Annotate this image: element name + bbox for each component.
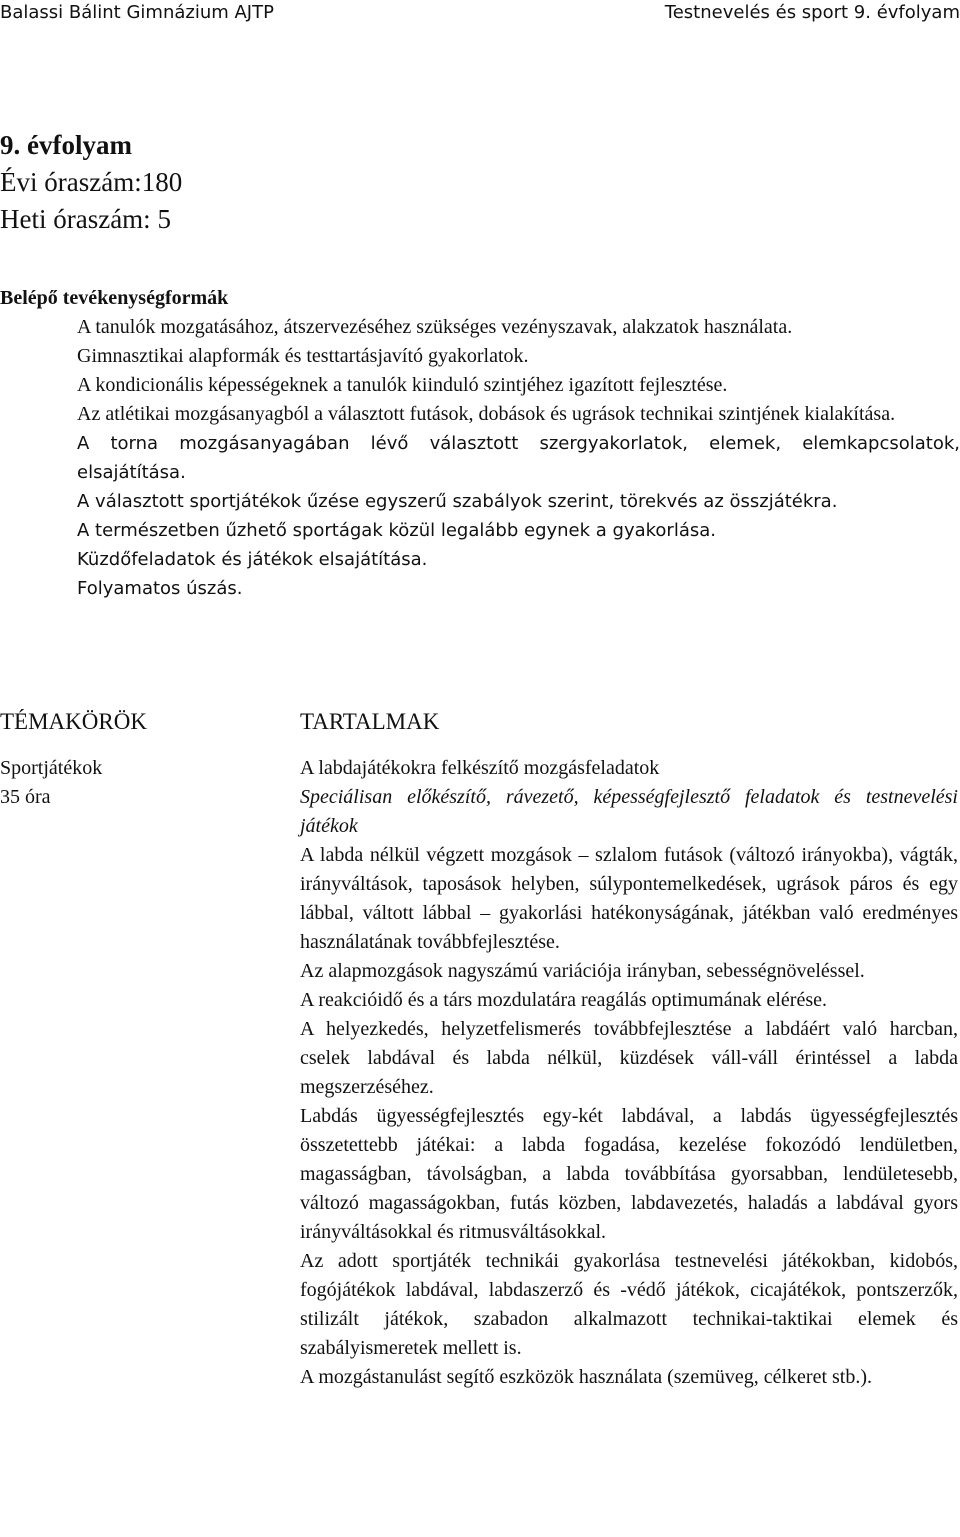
content-paragraph: A helyezkedés, helyzetfelismerés továbbfejlesztése a labdáért való harcban, cselek labdával és labda nélkül, küzdések váll-váll érintéssel a labda megszerzéséhez.: [300, 1018, 958, 1098]
content-paragraph: A labdajátékokra felkészítő mozgásfeladatok: [300, 757, 660, 779]
content-paragraph: Speciálisan előkészítő, rávezető, képességfejlesztő feladatok és testnevelési játékok: [300, 786, 958, 837]
school-name: Balassi Bálint Gimnázium AJTP: [0, 2, 274, 23]
topic-hours: 35 óra: [0, 786, 51, 808]
entry-item: A természetben űzhető sportágak közül legalább egynek a gyakorlása.: [77, 520, 716, 541]
entry-item: A torna mozgásanyagában lévő választott szergyakorlatok, elemek, elemkapcsolatok, elsajátítása.: [77, 433, 960, 483]
content-paragraph: A reakcióidő és a társ mozdulatára reagálás optimumának elérése.: [300, 989, 827, 1011]
weekly-hours: Heti óraszám: 5: [0, 204, 171, 234]
title-block: [0, 127, 400, 238]
annual-hours: Évi óraszám:180: [0, 167, 183, 197]
entry-item: Küzdőfeladatok és játékok elsajátítása.: [77, 549, 428, 570]
page-header: [0, 0, 960, 30]
entry-item: A tanulók mozgatásához, átszervezéséhez szükséges vezényszavak, alakzatok használata.: [77, 316, 793, 338]
entry-item: A kondicionális képességeknek a tanulók kiinduló szintjéhez igazított fejlesztése.: [77, 374, 728, 396]
content-paragraph: Az alapmozgások nagyszámú variációja irányban, sebességnöveléssel.: [300, 960, 865, 982]
entry-heading: Belépő tevékenységformák: [0, 287, 229, 309]
entry-item: Folyamatos úszás.: [77, 578, 243, 599]
entry-activities: [0, 284, 960, 603]
contents-column: [300, 707, 958, 1392]
entry-item: Az atlétikai mozgásanyagból a választott futások, dobások és ugrások technikai szintjének kialakítása.: [77, 403, 896, 425]
content-paragraph: Az adott sportjáték technikái gyakorlása testnevelési játékokban, kidobós, fogójátékok labdával, labdaszerző és -védő játékok, cicajátékok, pontszerzők, stilizált játékok, szabadon alkalmazott technikai-taktikai elemek és szabályismeretek mellett is.: [300, 1250, 958, 1359]
entry-item: Gimnasztikai alapformák és testtartásjavító gyakorlatok.: [77, 345, 529, 367]
topics-heading: TÉMAKÖRÖK: [0, 709, 147, 734]
topics-column: [0, 707, 240, 812]
entry-item: A választott sportjátékok űzése egyszerű szabályok szerint, törekvés az összjátékra.: [77, 491, 838, 512]
contents-heading: TARTALMAK: [300, 709, 440, 734]
grade-title: 9. évfolyam: [0, 130, 132, 160]
topic-name: Sportjátékok: [0, 757, 103, 779]
content-paragraph: A mozgástanulást segítő eszközök használata (szemüveg, célkeret stb.).: [300, 1366, 873, 1388]
content-paragraph: Labdás ügyességfejlesztés egy-két labdával, a labdás ügyességfejlesztés összetettebb játékai: a labda fogadása, kezelése fokozódó lendületben, magasságban, távolságban, a labda továbbítása gyorsabban, lendületesebb, változó magasságokban, futás közben, labdavezetés, haladás a labdával gyors irányváltásokkal és ritmusváltásokkal.: [300, 1105, 958, 1243]
content-paragraph: A labda nélkül végzett mozgások – szlalom futások (változó irányokba), vágták, irányváltások, taposások helyben, súlypontemelkedések, ugrások páros és egy lábbal, váltott lábbal – gyakorlási hatékonyságának, játékban való eredményes használatának továbbfejlesztése.: [300, 844, 958, 953]
subject-name: Testnevelés és sport 9. évfolyam: [664, 2, 960, 23]
